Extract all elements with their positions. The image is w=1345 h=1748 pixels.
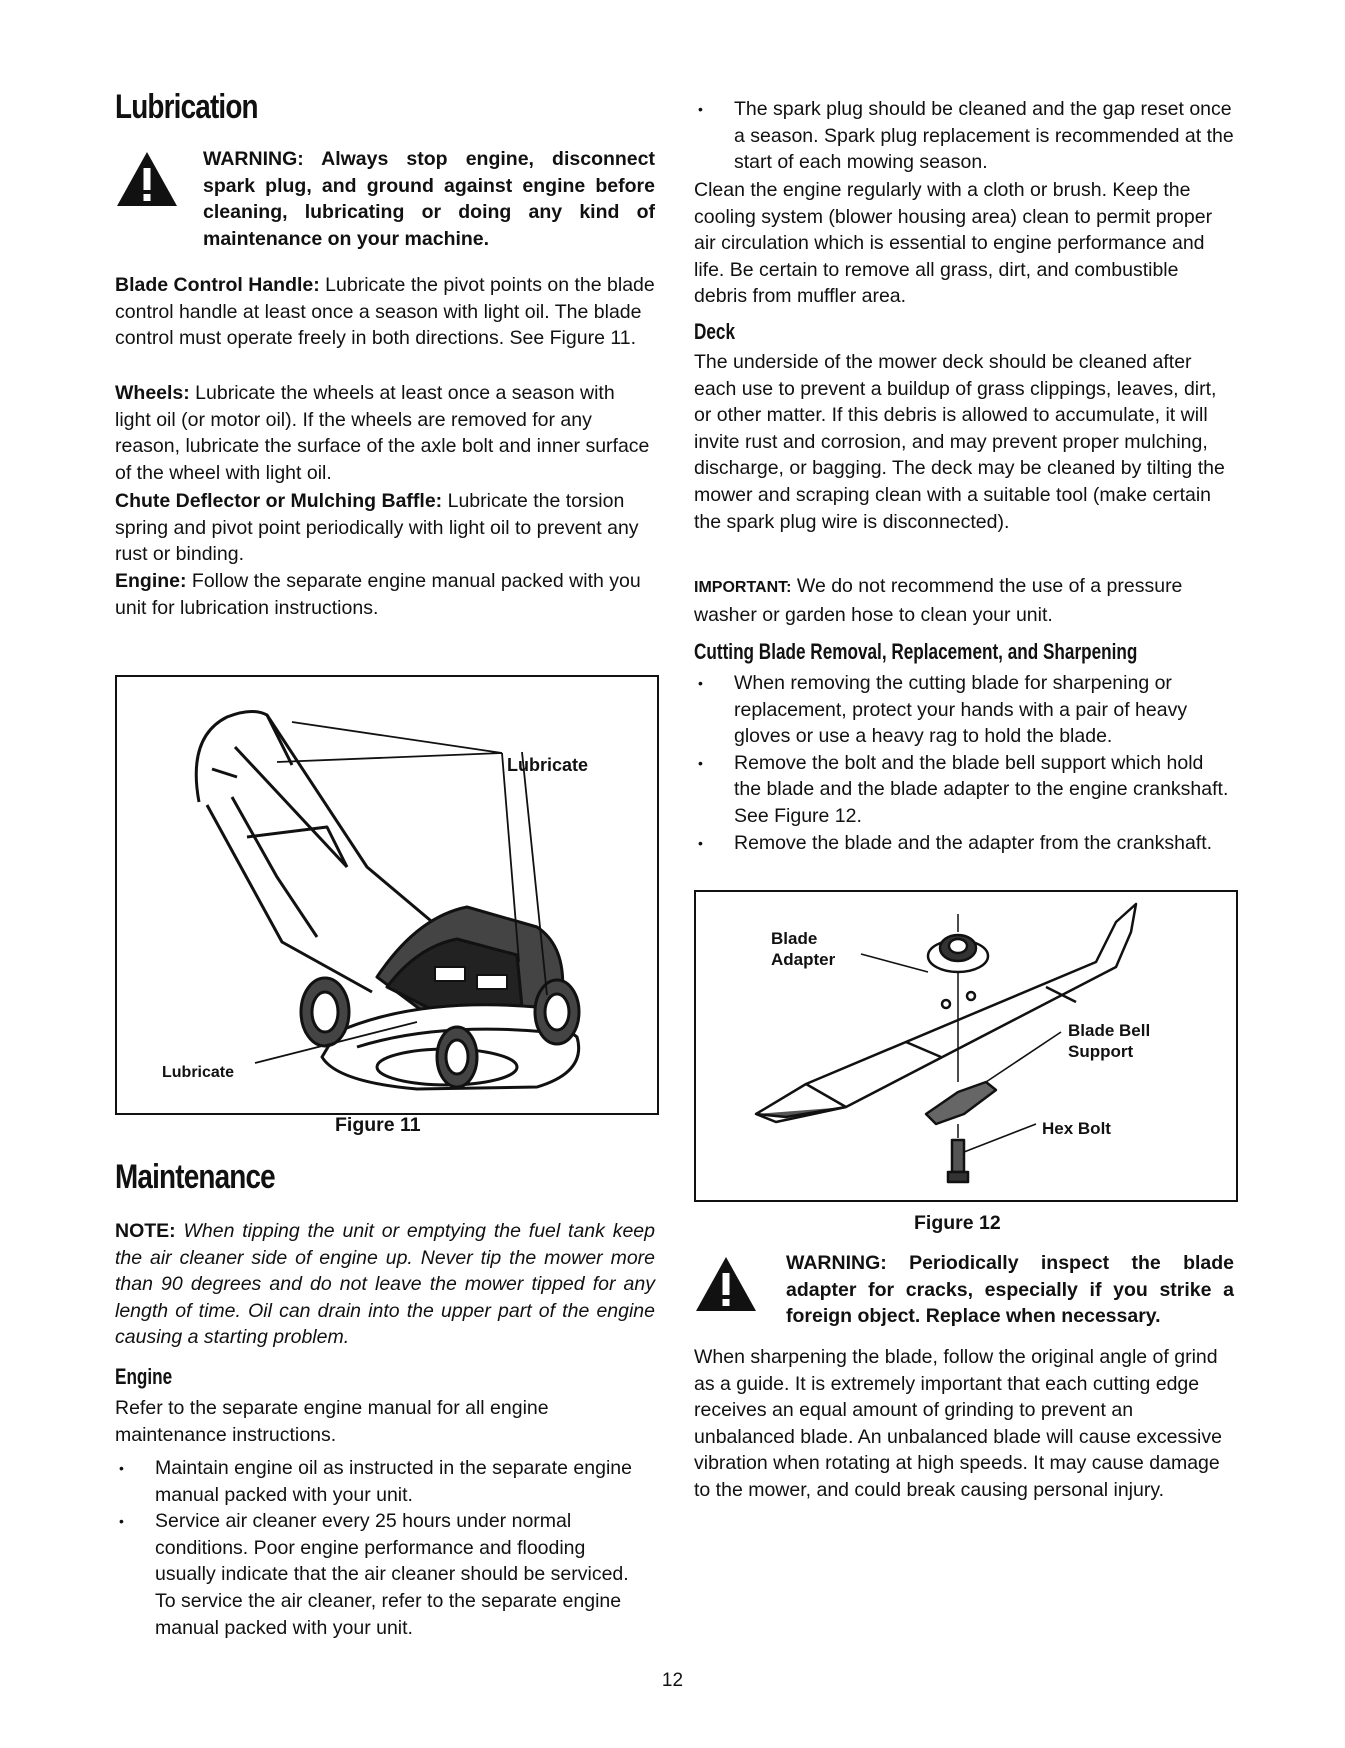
blade-bullet-list	[694, 670, 1234, 856]
important-paragraph	[694, 573, 1234, 628]
note-paragraph	[115, 1218, 655, 1351]
engine-lube-paragraph	[115, 568, 655, 621]
wheels-label: Wheels:	[115, 382, 190, 404]
lubrication-title: Lubrication	[115, 88, 258, 126]
lawn-mower-illustration	[117, 677, 657, 1113]
fig12-hex-bolt-label: Hex Bolt	[1042, 1119, 1111, 1138]
deck-heading: Deck	[694, 319, 736, 344]
fig11-lubricate-bottom-label: Lubricate	[162, 1064, 235, 1081]
deck-paragraph: The underside of the mower deck should be cleaned after each use to prevent a buildup of grass clippings, leaves, dirt, or other matter. If this debris is allowed to accumulate, it will invite rust and corrosion, and may prevent proper mulching, discharge, or bagging. The deck may be cleaned by tilting the mower and scraping clean with a suitable tool (make certain the spark plug wire is disconnected).	[694, 351, 1225, 533]
engine-text: Follow the separate engine manual packed with you unit for lubrication instructions.	[115, 570, 641, 619]
blade-control-text: Lubricate the pivot points on the blade control handle at least once a season with light oil. The blade control must operate freely in both directions. See Figure 11.	[115, 274, 655, 350]
warning-icon	[694, 1255, 758, 1313]
list-item: • Remove the bolt and the blade bell support which hold the blade and the blade adapter to the engine crankshaft. See Figure 12.	[694, 750, 1234, 830]
wheels-paragraph	[115, 380, 655, 486]
list-item: • Remove the blade and the adapter from the crankshaft.	[694, 830, 1234, 857]
figure-12-caption: Figure 12	[914, 1212, 1001, 1234]
figure-12	[694, 890, 1238, 1202]
fig12-blade-adapter-label: Blade Adapter	[771, 929, 836, 969]
chute-paragraph	[115, 488, 655, 568]
important-text: We do not recommend the use of a pressure washer or garden hose to clean your unit.	[694, 575, 1183, 626]
list-item: • Maintain engine oil as instructed in the separate engine manual packed with your unit.	[115, 1455, 635, 1508]
sharpening-paragraph: When sharpening the blade, follow the original angle of grind as a guide. It is extremely important that each cutting edge receives an equal amount of grinding to prevent an unbalanced blade. An unbalanced blade will cause excessive vibration when rotating at high speeds. It may cause damage to the mower, and could break causing personal injury.	[694, 1346, 1222, 1501]
warning-icon	[115, 150, 179, 208]
important-label: IMPORTANT:	[694, 579, 792, 596]
page-number: 12	[661, 1670, 684, 1691]
wheels-text: Lubricate the wheels at least once a season with light oil (or motor oil). If the wheels are removed for any reason, lubricate the surface of the axle bolt and inner surface of the wheel with light oil.	[115, 382, 650, 484]
note-text: When tipping the unit or emptying the fuel tank keep the air cleaner side of engine up. Never tip the mower more than 90 degrees and do not leave the mower tipped for any length of time. Oil can drain into the upper part of the engine causing a starting problem.	[115, 1220, 655, 1349]
fig11-lubricate-top-label: Lubricate	[507, 755, 589, 775]
fig12-bell-support-label: Blade Bell Support	[1068, 1021, 1151, 1061]
list-item: • The spark plug should be cleaned and the gap reset once a season. Spark plug replacement is recommended at the start of each mowing season.	[694, 96, 1234, 176]
note-label: NOTE:	[115, 1220, 176, 1242]
list-item: • Service air cleaner every 25 hours under normal conditions. Poor engine performance and flooding usually indicate that the air cleaner should be serviced. To service the air cleaner, refer to the separate engine manual packed with your unit.	[115, 1508, 635, 1641]
blade-warning: WARNING: Periodically inspect the blade adapter for cracks, especially if you strike a foreign object. Replace when necessary.	[786, 1252, 1234, 1328]
list-item: • When removing the cutting blade for sharpening or replacement, protect your hands with a pair of heavy gloves or use a heavy rag to hold the blade.	[694, 670, 1234, 750]
figure-11	[115, 675, 659, 1115]
chute-label: Chute Deflector or Mulching Baffle:	[115, 490, 443, 512]
engine-bullet-list	[115, 1455, 635, 1641]
blade-control-label: Blade Control Handle:	[115, 274, 320, 296]
engine-label: Engine:	[115, 570, 187, 592]
clean-engine-paragraph: Clean the engine regularly with a cloth or brush. Keep the cooling system (blower housing area) clean to permit proper air circulation which is essential to engine performance and life. Be certain to remove all grass, dirt, and combustible debris from muffler area.	[694, 179, 1213, 308]
engine-heading: Engine	[115, 1364, 173, 1389]
blade-control-paragraph	[115, 272, 655, 352]
lubrication-warning: WARNING: Always stop engine, disconnect spark plug, and ground against engine before cleaning, lubricating or doing any kind of maintenance on your machine.	[203, 148, 655, 250]
blade-heading: Cutting Blade Removal, Replacement, and Sharpening	[694, 639, 1138, 664]
chute-text: Lubricate the torsion spring and pivot point periodically with light oil to prevent any rust or binding.	[115, 490, 639, 566]
figure-11-caption: Figure 11	[335, 1114, 421, 1136]
engine-maintenance-paragraph: Refer to the separate engine manual for all engine maintenance instructions.	[115, 1397, 549, 1446]
spark-bullet-list	[694, 96, 1234, 176]
maintenance-title: Maintenance	[115, 1158, 275, 1196]
